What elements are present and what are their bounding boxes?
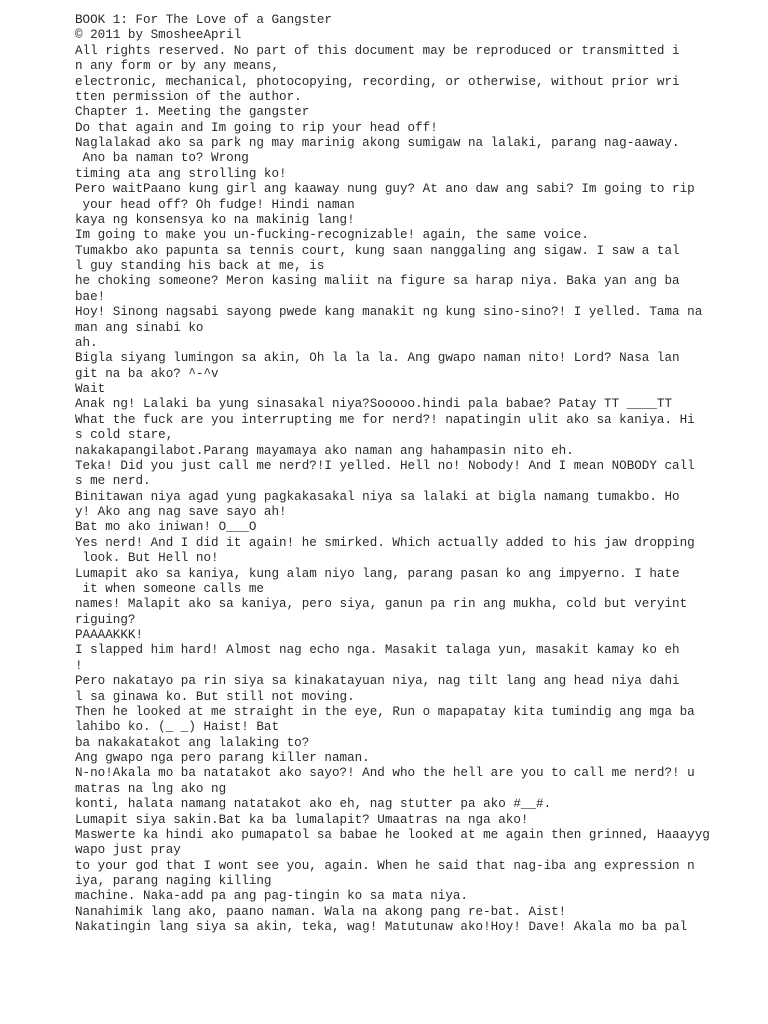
- text-line: look. But Hell no!: [75, 551, 219, 566]
- text-line: your head off? Oh fudge! Hindi naman: [75, 197, 355, 212]
- text-line: tten permission of the author.: [75, 89, 302, 104]
- text-line: Binitawan niya agad yung pagkakasakal niya sa lalaki at bigla namang tumakbo. Ho: [75, 489, 680, 504]
- text-line: electronic, mechanical, photocopying, recording, or otherwise, without prior wri: [75, 74, 680, 89]
- text-line: What the fuck are you interrupting me for nerd?! napatingin ulit ako sa kaniya. Hi: [75, 412, 695, 427]
- text-line: Chapter 1. Meeting the gangster: [75, 105, 310, 120]
- text-line: Im going to make you un-fucking-recognizable! again, the same voice.: [75, 228, 589, 243]
- text-line: BOOK 1: For The Love of a Gangster: [75, 13, 332, 27]
- text-line: ah.: [75, 335, 98, 350]
- text-line: Lumapit siya sakin.Bat ka ba lumalapit? Umaatras na nga ako!: [75, 812, 529, 827]
- text-line: Ang gwapo nga pero parang killer naman.: [75, 751, 370, 765]
- text-line: konti, halata namang natatakot ako eh, nag stutter pa ako #__#.: [75, 797, 552, 812]
- text-line: Naglalakad ako sa park ng may marinig akong sumigaw na lalaki, parang nag-aaway.: [75, 136, 680, 150]
- text-line: n any form or by any means,: [75, 59, 280, 74]
- text-line: Bigla siyang lumingon sa akin, Oh la la la. Ang gwapo naman nito! Lord? Nasa lan: [75, 351, 680, 366]
- text-line: Nakatingin lang siya sa akin, teka, wag! Matutunaw ako!Hoy! Dave! Akala mo ba pal: [75, 920, 688, 935]
- text-line: iya, parang naging killing: [75, 874, 272, 888]
- text-line: !: [75, 658, 83, 673]
- text-line: Pero waitPaano kung girl ang kaaway nung guy? At ano daw ang sabi? Im going to rip: [75, 182, 695, 197]
- text-line: machine. Naka-add pa ang pag-tingin ko sa mata niya.: [75, 889, 468, 904]
- text-line: Yes nerd! And I did it again! he smirked. Which actually added to his jaw dropping: [75, 535, 695, 550]
- text-line: Do that again and Im going to rip your head off!: [75, 120, 438, 135]
- text-line: Hoy! Sinong nagsabi sayong pwede kang manakit ng kung sino-sino?! I yelled. Tama na: [75, 305, 703, 320]
- text-line: ba nakakatakot ang lalaking to?: [75, 735, 310, 750]
- text-line: Bat mo ako iniwan! O___O: [75, 520, 257, 535]
- text-line: man ang sinabi ko: [75, 320, 204, 335]
- text-line: Tumakbo ako papunta sa tennis court, kung saan nanggaling ang sigaw. I saw a tal: [75, 243, 680, 258]
- text-line: l guy standing his back at me, is: [75, 259, 325, 273]
- text-line: he choking someone? Meron kasing maliit na figure sa harap niya. Baka yan ang ba: [75, 274, 680, 289]
- text-line: Teka! Did you just call me nerd?!I yelled. Hell no! Nobody! And I mean NOBODY call: [75, 458, 695, 473]
- text-line: nakakapangilabot.Parang mayamaya ako naman ang hahampasin nito eh.: [75, 443, 574, 458]
- text-line: names! Malapit ako sa kaniya, pero siya, ganun pa rin ang mukha, cold but veryint: [75, 597, 688, 612]
- text-line: bae!: [75, 289, 106, 304]
- text-line: Pero nakatayo pa rin siya sa kinakatayuan niya, nag tilt lang ang head niya dahi: [75, 674, 680, 689]
- text-line: Wait: [75, 382, 106, 396]
- text-line: Nanahimik lang ako, paano naman. Wala na akong pang re-bat. Aist!: [75, 904, 567, 919]
- text-line: I slapped him hard! Almost nag echo nga. Masakit talaga yun, masakit kamay ko eh: [75, 643, 680, 658]
- text-line: git na ba ako? ^-^v: [75, 366, 219, 381]
- text-line: matras na lng ako ng: [75, 781, 227, 796]
- text-line: Then he looked at me straight in the eye, Run o mapapatay kita tumindig ang mga ba: [75, 704, 695, 719]
- text-line: Anak ng! Lalaki ba yung sinasakal niya?Sooooo.hindi pala babae? Patay TT ____TT: [75, 397, 673, 412]
- text-line: timing ata ang strolling ko!: [75, 166, 287, 181]
- text-line: Ano ba naman to? Wrong: [75, 151, 249, 166]
- text-line: to your god that I wont see you, again. When he said that nag-iba ang expression n: [75, 858, 695, 873]
- text-line: it when someone calls me: [75, 581, 264, 596]
- text-line: y! Ako ang nag save sayo ah!: [75, 505, 287, 519]
- text-line: wapo just pray: [75, 843, 181, 858]
- text-line: lahibo ko. (_ _) Haist! Bat: [75, 720, 280, 735]
- text-line: All rights reserved. No part of this document may be reproduced or transmitted i: [75, 43, 680, 58]
- text-line: l sa ginawa ko. But still not moving.: [75, 689, 355, 704]
- text-line: riguing?: [75, 612, 136, 627]
- text-line: s me nerd.: [75, 474, 151, 489]
- text-line: © 2011 by SmosheeApril: [75, 28, 242, 43]
- document-page: [75, 13, 755, 936]
- text-line: Maswerte ka hindi ako pumapatol sa babae he looked at me again then grinned, Haaayyg: [75, 827, 710, 842]
- text-line: N-no!Akala mo ba natatakot ako sayo?! And who the hell are you to call me nerd?! u: [75, 766, 695, 781]
- text-line: Lumapit ako sa kaniya, kung alam niyo lang, parang pasan ko ang impyerno. I hate: [75, 566, 680, 581]
- text-line: PAAAAKKK!: [75, 628, 144, 642]
- text-line: s cold stare,: [75, 428, 174, 443]
- text-line: kaya ng konsensya ko na makinig lang!: [75, 212, 355, 227]
